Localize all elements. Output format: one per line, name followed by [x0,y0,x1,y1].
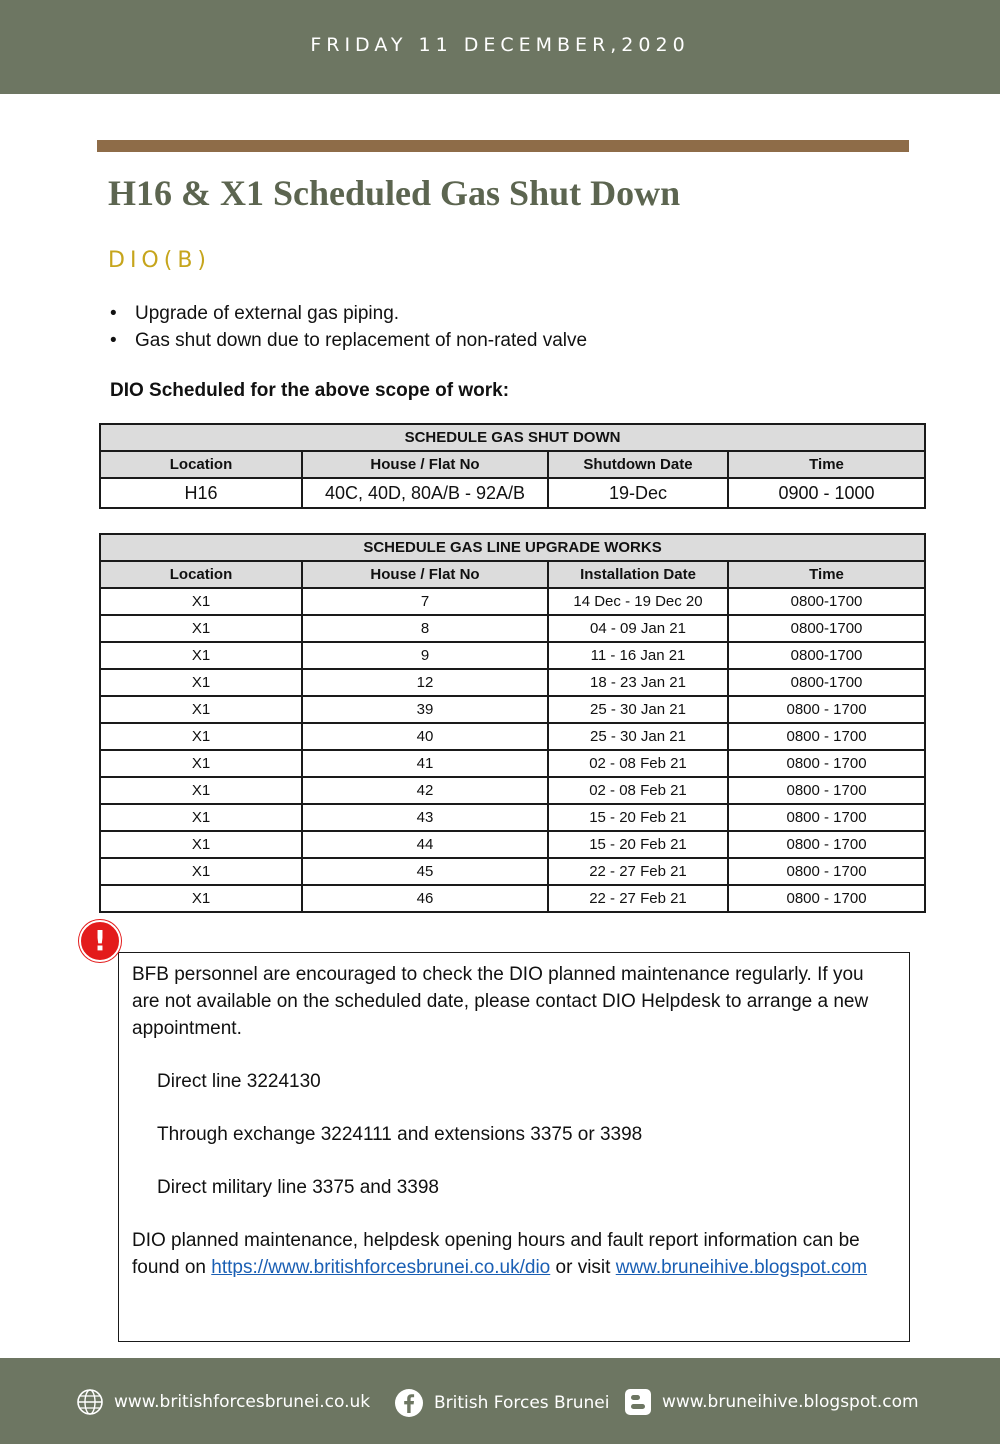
table-row [100,831,925,858]
cell-date: 14 Dec - 19 Dec 20 [548,588,728,615]
column-header-house: House / Flat No [302,451,548,478]
cell-house: 12 [302,669,548,696]
cell-time: 0800 - 1700 [728,858,925,885]
bullet-item [110,300,587,327]
cell-house: 8 [302,615,548,642]
notice-closing [132,1227,895,1281]
cell-date: 22 - 27 Feb 21 [548,885,728,912]
footer-facebook[interactable] [394,1388,609,1418]
cell-time: 0800-1700 [728,669,925,696]
cell-location: X1 [100,804,302,831]
bullet-text: Upgrade of external gas piping. [135,303,400,324]
upgrade-table [99,533,926,913]
globe-icon [76,1388,104,1416]
cell-location: X1 [100,642,302,669]
column-header-time: Time [728,561,925,588]
cell-date: 11 - 16 Jan 21 [548,642,728,669]
cell-time: 0800 - 1700 [728,831,925,858]
upgrade-table-body [100,588,925,912]
bullet-item [110,327,587,354]
bullet-icon: • [110,303,117,324]
cell-time: 0800 - 1700 [728,777,925,804]
footer-facebook-text: British Forces Brunei [434,1393,610,1413]
notice-direct-line: Direct line 3224130 [157,1071,321,1092]
cell-date: 22 - 27 Feb 21 [548,858,728,885]
cell-time: 0800-1700 [728,588,925,615]
cell-house: 45 [302,858,548,885]
title-rule [97,140,909,152]
cell-location: X1 [100,696,302,723]
column-header-time: Time [728,451,925,478]
table-row [100,885,925,912]
notice-military-line: Direct military line 3375 and 3398 [157,1177,439,1198]
cell-location: H16 [100,478,302,508]
cell-date: 18 - 23 Jan 21 [548,669,728,696]
cell-location: X1 [100,750,302,777]
cell-location: X1 [100,831,302,858]
cell-date: 02 - 08 Feb 21 [548,777,728,804]
table-row [100,642,925,669]
cell-date: 25 - 30 Jan 21 [548,723,728,750]
notice-box [118,952,910,1342]
table-row [100,723,925,750]
footer-band [0,1358,1000,1444]
footer-website[interactable] [76,1388,370,1416]
footer-blog[interactable] [624,1388,919,1416]
cell-date: 15 - 20 Feb 21 [548,831,728,858]
cell-date: 19-Dec [548,478,728,508]
cell-time: 0800 - 1700 [728,723,925,750]
footer-website-text: www.britishforcesbrunei.co.uk [114,1392,371,1412]
scope-heading: DIO Scheduled for the above scope of work: [110,380,510,401]
cell-house: 43 [302,804,548,831]
upgrade-table-title: SCHEDULE GAS LINE UPGRADE WORKS [100,534,925,561]
cell-time: 0800-1700 [728,642,925,669]
page-subtitle: DIO(B) [108,248,212,273]
column-header-location: Location [100,451,302,478]
table-row [100,696,925,723]
column-header-date: Installation Date [548,561,728,588]
table-row [100,478,925,508]
cell-time: 0800 - 1700 [728,885,925,912]
bullet-icon: • [110,330,117,351]
cell-house: 44 [302,831,548,858]
footer-blog-text: www.bruneihive.blogspot.com [662,1392,919,1412]
cell-house: 41 [302,750,548,777]
bruneihive-link[interactable]: www.bruneihive.blogspot.com [615,1257,868,1278]
column-header-date: Shutdown Date [548,451,728,478]
table-row [100,777,925,804]
cell-location: X1 [100,669,302,696]
table-row [100,669,925,696]
notice-exchange: Through exchange 3224111 and extensions 3375 or 3398 [157,1124,643,1145]
header-date: FRIDAY 11 DECEMBER,2020 [310,34,690,56]
scope-bullet-list [110,300,587,354]
dio-link[interactable]: https://www.britishforcesbrunei.co.uk/dio [211,1257,551,1278]
page-title: H16 & X1 Scheduled Gas Shut Down [108,173,681,213]
table-row [100,750,925,777]
cell-location: X1 [100,858,302,885]
cell-house: 39 [302,696,548,723]
bullet-text: Gas shut down due to replacement of non-rated valve [135,330,588,351]
cell-date: 02 - 08 Feb 21 [548,750,728,777]
cell-location: X1 [100,615,302,642]
column-header-house: House / Flat No [302,561,548,588]
table-row [100,858,925,885]
cell-house: 9 [302,642,548,669]
blogger-icon [624,1388,652,1416]
cell-house: 40 [302,723,548,750]
column-header-location: Location [100,561,302,588]
exclamation-icon: ! [79,920,121,962]
shutdown-table [99,423,926,509]
cell-location: X1 [100,777,302,804]
cell-date: 15 - 20 Feb 21 [548,804,728,831]
cell-time: 0800 - 1700 [728,804,925,831]
table-row [100,804,925,831]
notice-closing-text: DIO planned maintenance, helpdesk opening hours and fault report information can be found on [132,1230,860,1278]
header-band [0,0,1000,94]
notice-intro: BFB personnel are encouraged to check the DIO planned maintenance regularly. If you are not available on the scheduled date, please contact DIO Helpdesk to arrange a new appointment. [132,964,869,1039]
cell-time: 0800-1700 [728,615,925,642]
table-row [100,615,925,642]
table-row [100,588,925,615]
cell-location: X1 [100,885,302,912]
shutdown-table-title: SCHEDULE GAS SHUT DOWN [100,424,925,451]
cell-house: 7 [302,588,548,615]
cell-date: 25 - 30 Jan 21 [548,696,728,723]
cell-house: 46 [302,885,548,912]
notice-or-visit: or visit [555,1257,611,1278]
cell-location: X1 [100,723,302,750]
cell-date: 04 - 09 Jan 21 [548,615,728,642]
cell-time: 0800 - 1700 [728,750,925,777]
facebook-icon [394,1388,424,1418]
cell-house: 40C, 40D, 80A/B - 92A/B [302,478,548,508]
cell-time: 0900 - 1000 [728,478,925,508]
cell-time: 0800 - 1700 [728,696,925,723]
cell-house: 42 [302,777,548,804]
cell-location: X1 [100,588,302,615]
